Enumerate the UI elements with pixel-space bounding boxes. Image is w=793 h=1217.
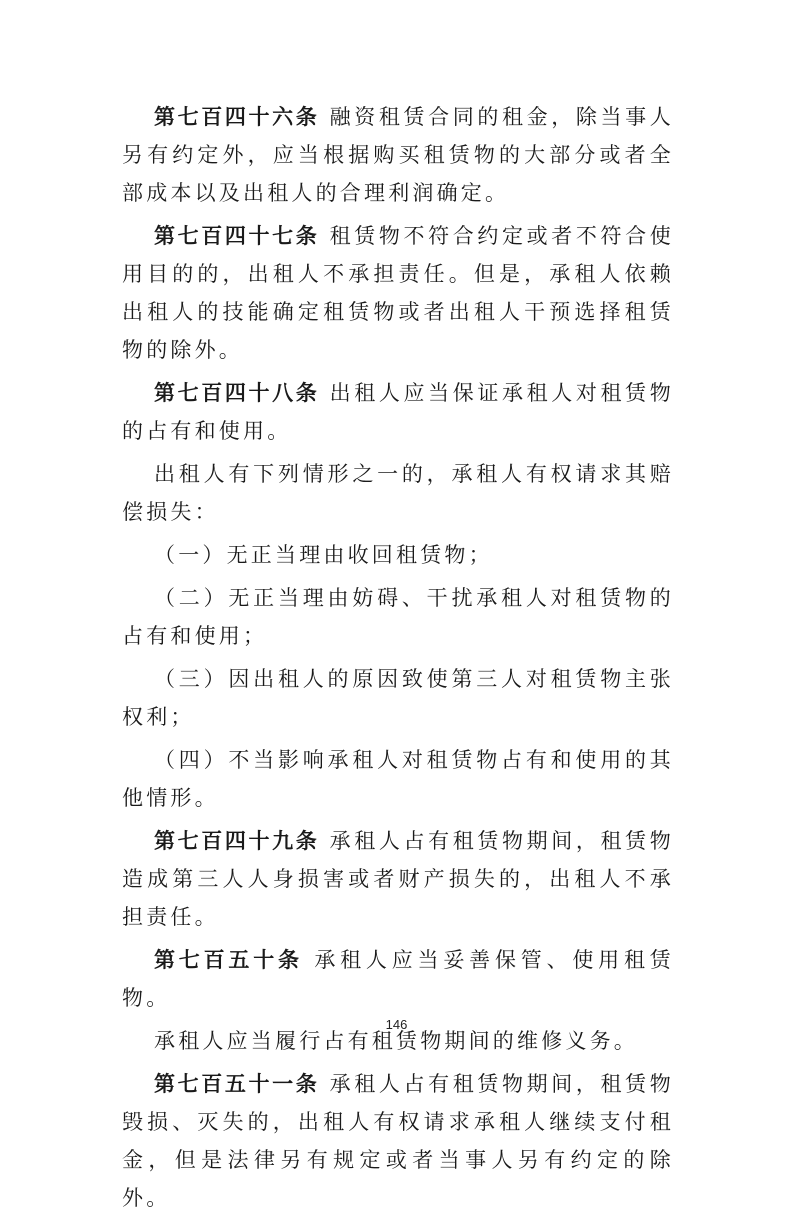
paragraph [122, 217, 674, 369]
paragraph-text: （四）不当影响承租人对租赁物占有和使用的其他情形。 [122, 748, 674, 810]
list-item [122, 741, 674, 817]
paragraph-text: 承租人占有租赁物期间，租赁物造成第三人人身损害或者财产损失的，出租人不承担责任。 [122, 829, 674, 929]
list-item [122, 536, 674, 574]
article-number: 第七百四十七条 [154, 224, 320, 248]
paragraph [122, 822, 674, 936]
article-number: 第七百五十一条 [154, 1072, 320, 1096]
paragraph-text: （二）无正当理由妨碍、干扰承租人对租赁物的占有和使用； [122, 586, 674, 648]
paragraph-text: 承租人占有租赁物期间，租赁物毁损、灭失的，出租人有权请求承租人继续支付租金，但是法律另有规定或者当事人另有约定的除外。 [122, 1072, 674, 1210]
paragraph-text: 承租人应当妥善保管、使用租赁物。 [122, 948, 674, 1010]
article-number: 第七百四十八条 [154, 381, 320, 405]
paragraph-text: 出租人应当保证承租人对租赁物的占有和使用。 [122, 381, 674, 443]
paragraph [122, 98, 674, 212]
article-number: 第七百四十九条 [154, 829, 320, 853]
paragraph-text: 承租人应当履行占有租赁物期间的维修义务。 [154, 1029, 638, 1053]
paragraph-text: （三）因出租人的原因致使第三人对租赁物主张权利； [122, 667, 674, 729]
page-number: 146 [385, 1017, 408, 1032]
paragraph-text: 出租人有下列情形之一的，承租人有权请求其赔偿损失： [122, 462, 674, 524]
list-item [122, 579, 674, 655]
article-number: 第七百五十条 [154, 948, 303, 972]
paragraph [122, 941, 674, 1017]
paragraph-text: 融资租赁合同的租金，除当事人另有约定外，应当根据购买租赁物的大部分或者全部成本以及出租人的合理利润确定。 [122, 105, 674, 205]
paragraph [122, 455, 674, 531]
article-number: 第七百四十六条 [154, 105, 320, 129]
paragraph [122, 374, 674, 450]
paragraph [122, 1065, 674, 1217]
paragraph-text: （一）无正当理由收回租赁物； [154, 543, 493, 567]
paragraph-text: 租赁物不符合约定或者不符合使用目的的，出租人不承担责任。但是，承租人依赖出租人的技能确定租赁物或者出租人干预选择租赁物的除外。 [122, 224, 674, 362]
list-item [122, 660, 674, 736]
document-body [122, 98, 674, 1217]
